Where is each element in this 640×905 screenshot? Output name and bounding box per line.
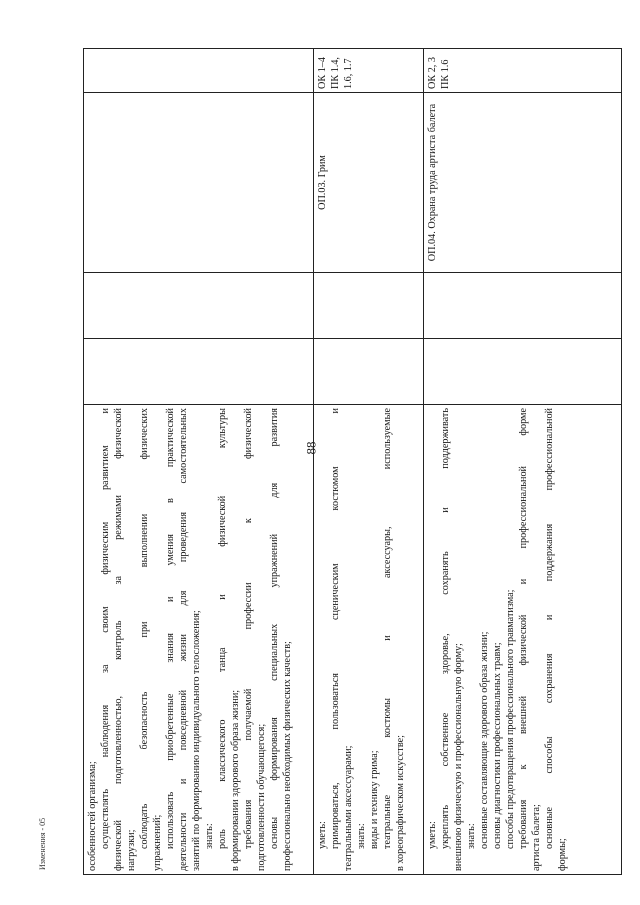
content-line: уметь: [427,821,438,849]
content-line: в формировании здорового образа жизни; [230,689,241,871]
content-line: знать: [466,823,477,849]
content-line: внешнюю физическую и профессиональную форму; [453,643,464,871]
table-row [84,49,314,875]
content-line: деятельности и повседневной жизни для проведения самостоятельных [178,408,189,871]
content-cell [424,405,622,875]
content-line: упражнений; [152,814,163,871]
footer-note: Изменения - 05 [38,817,47,870]
table-row [314,49,424,875]
content-line: основные способы сохранения и поддержания профессиональной [544,408,555,849]
content-line: профессионально необходимых физических качеств; [282,641,293,871]
content-line: в хореографическом искусстве; [395,735,406,871]
content-line: формы; [557,838,568,871]
content-line: артиста балета; [531,804,542,871]
empty-cell-b [84,339,314,405]
competency-table [83,48,622,875]
empty-cell-b [314,339,424,405]
content-line: роль классического танца и физической культуры [217,408,228,849]
content-line: театральными аксессуарами; [343,745,354,871]
discipline-cell [84,93,314,273]
discipline-cell: ОП.04. Охрана труда артиста балета [424,93,622,273]
content-line: гримироваться, пользоваться сценическим костюмом и [330,408,341,849]
content-line: уметь: [317,821,328,849]
content-line: основы формирования специальных упражнений для развития [269,408,280,849]
content-line: основные составляющие здорового образа жизни; [479,631,490,849]
empty-cell-b [424,339,622,405]
competency-codes-cell [84,49,314,93]
content-line: нагрузки; [126,829,137,871]
content-line: знать: [356,823,367,849]
empty-cell-c [84,273,314,339]
content-line: требования получаемой профессии к физической [243,408,254,849]
content-line: требования к внешней физической и профессиональной форме [518,408,529,849]
competency-codes-cell: ОК 2, 3 ПК 1.6 [424,49,622,93]
discipline-cell: ОП.03. Грим [314,93,424,273]
empty-cell-c [424,273,622,339]
content-line: театральные костюмы и аксессуары, используемые [382,408,393,849]
content-line: физической подготовленностью, контроль за режимами физической [113,408,124,871]
content-line: особенностей организма; [87,761,98,871]
content-line: укреплять собственное здоровье, сохранять и поддерживать [440,408,451,849]
content-line: виды и технику грима; [369,750,380,849]
page-number: 88 [303,441,319,455]
content-line: использовать приобретенные знания и умения в практической [165,408,176,849]
content-line: знать: [204,823,215,849]
content-cell [314,405,424,875]
content-line: соблюдать безопасность при выполнении физических [139,408,150,849]
content-line: подготовленности обучающегося; [256,723,267,871]
content-cell [84,405,314,875]
content-line: занятий по формированию индивидуального телосложения; [191,610,202,871]
table-row [424,49,622,875]
competency-codes-cell: ОК 1–4 ПК 1.4, 1.6, 1.7 [314,49,424,93]
empty-cell-c [314,273,424,339]
rotated-table-container [83,49,621,875]
content-line: основы диагностики профессиональных травм; [492,642,503,849]
content-line: способы предотвращения профессионального травматизма; [505,589,516,849]
content-line: осуществлять наблюдения за своим физическим развитием и [100,408,111,849]
